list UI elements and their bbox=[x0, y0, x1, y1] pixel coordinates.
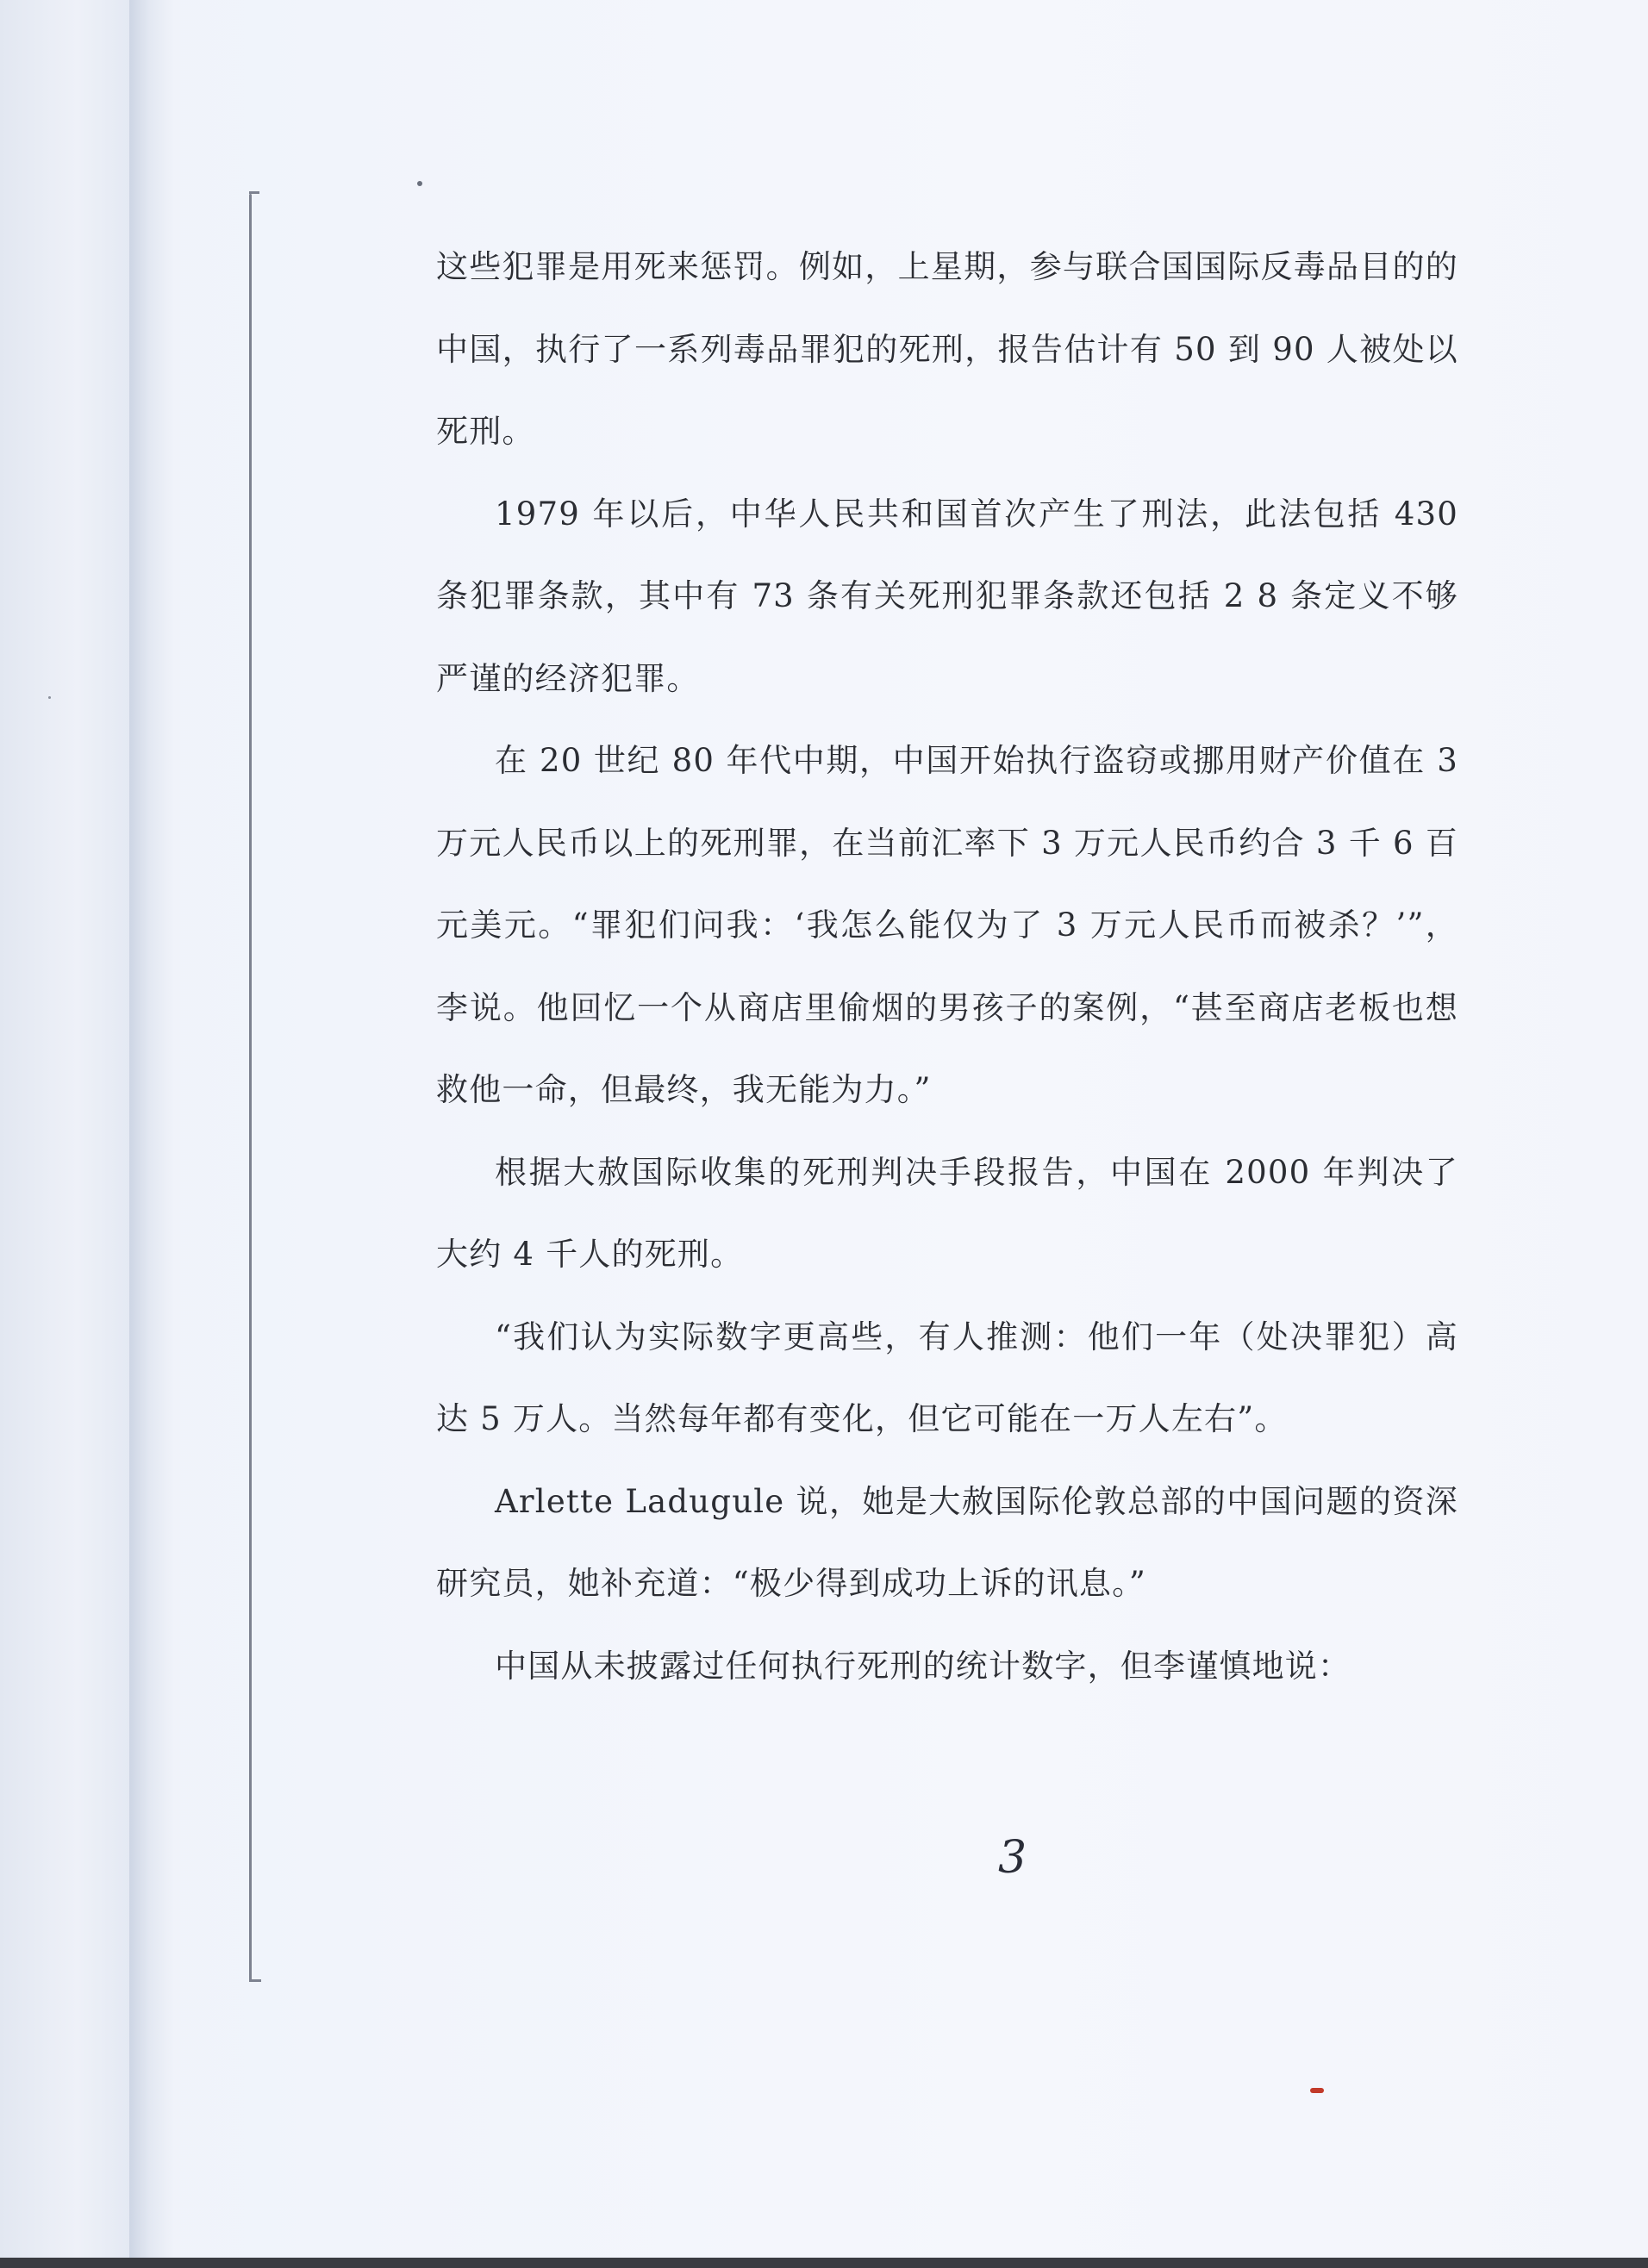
binding-strip bbox=[0, 0, 129, 2268]
page-fold-edge bbox=[129, 0, 174, 2268]
paragraph: Arlette Ladugule 说，她是大赦国际伦敦总部的中国问题的资深研究员，她补充道：“极少得到成功上诉的讯息。” bbox=[436, 1482, 1458, 1602]
page-number: 3 bbox=[998, 1832, 1027, 1884]
paragraph: 中国从未披露过任何执行死刑的统计数字，但李谨慎地说： bbox=[495, 1647, 1351, 1685]
margin-rule-bottom-tick bbox=[249, 1979, 261, 1982]
paragraph: 这些犯罪是用死来惩罚。例如，上星期，参与联合国国际反毒品目的的中国，执行了一系列毒品罪犯的死刑，报告估计有 50 到 90 人被处以死刑。 bbox=[436, 248, 1458, 450]
paragraph: 在 20 世纪 80 年代中期，中国开始执行盗窃或挪用财产价值在 3 万元人民币以上的死刑罪，在当前汇率下 3 万元人民币约合 3 千 6 百元美元。“罪犯们问我：‘我怎么能仅为了 3 万元人民币而被杀？’”，李说。他回忆一个从商店里偷烟的男孩子的案例，“甚至商店老板也想救他一命，但最终，我无能为力。” bbox=[436, 742, 1458, 1108]
paragraph: 根据大赦国际收集的死刑判决手段报告，中国在 2000 年判决了大约 4 千人的死刑。 bbox=[436, 1153, 1458, 1273]
paragraph: 1979 年以后，中华人民共和国首次产生了刑法，此法包括 430 条犯罪条款，其中有 73 条有关死刑犯罪条款还包括 2 8 条定义不够严谨的经济犯罪。 bbox=[436, 495, 1458, 697]
ink-speck bbox=[48, 696, 51, 699]
paragraph: “我们认为实际数字更高些，有人推测：他们一年（处决罪犯）高达 5 万人。当然每年都有变化，但它可能在一万人左右”。 bbox=[436, 1318, 1458, 1437]
red-ink-mark bbox=[1310, 2088, 1324, 2093]
ink-speck bbox=[417, 181, 422, 186]
scan-bottom-edge bbox=[0, 2258, 1648, 2268]
margin-rule bbox=[249, 194, 252, 1982]
body-text bbox=[436, 226, 1458, 1707]
